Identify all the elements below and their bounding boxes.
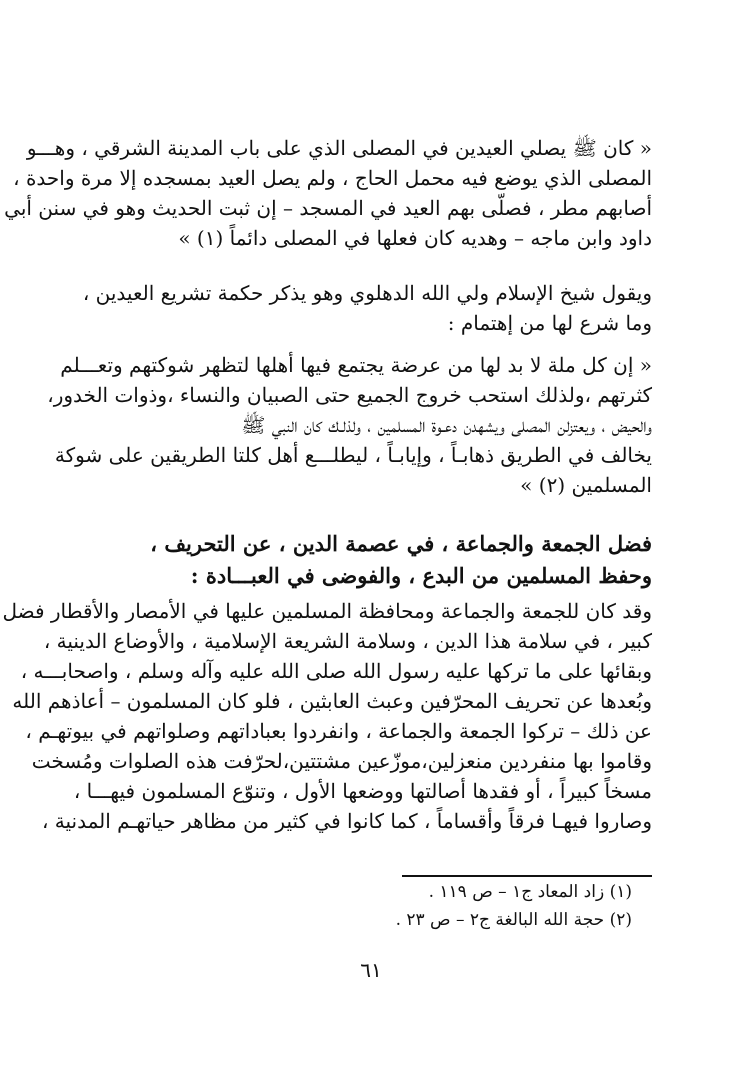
text-line: ويقول شيخ الإسلام ولي الله الدهلوي وهو يذكر حكمة تشريع العيدين ، bbox=[82, 281, 652, 305]
footnote-divider bbox=[402, 875, 652, 877]
text-line: داود وابن ماجه – وهديه كان فعلها في المصلى دائماً (١) » bbox=[178, 226, 652, 250]
text-line: كبير ، في سلامة هذا الدين ، وسلامة الشريعة الإسلامية ، والأوضاع الدينية ، bbox=[43, 629, 652, 653]
text-line: وبُعدها عن تحريف المحرّفين وعبث العابثين ، فلو كان المسلمون – أعاذهم الله bbox=[12, 689, 652, 713]
page-number: ٦١ bbox=[360, 958, 382, 982]
text-line: يخالف في الطريق ذهابـاً ، وإيابـاً ، ليطلـــع أهل كلتا الطريقين على شوكة bbox=[54, 443, 652, 467]
paragraph-jumuah-merit bbox=[2, 596, 652, 836]
text-line: مسخاً كبيراً ، أو فقدها أصالتها ووضعها الأول ، وتنوّع المسلمون فيهـــا ، bbox=[73, 779, 652, 803]
paragraph-dehlawi-intro bbox=[82, 278, 652, 338]
heading-line: فضل الجمعة والجماعة ، في عصمة الدين ، عن التحريف ، bbox=[150, 531, 652, 556]
text-line: وما شرع لها من إهتمام : bbox=[447, 311, 652, 335]
text-line: أصابهم مطر ، فصلّى بهم العيد في المسجد – إن ثبت الحديث وهو في سنن أبي bbox=[4, 196, 652, 220]
section-heading bbox=[104, 528, 652, 592]
text-line: كثرتهم ،ولذلك استحب خروج الجميع حتى الصبيان والنساء ،وذوات الخدور، bbox=[47, 383, 652, 407]
text-line: والحيض ، ويعتزلن المصلى ويشهدن دعـوة المسلمين ، ولذلـك كان النبي ﷺ bbox=[241, 413, 652, 437]
text-line: المسلمين (٢) » bbox=[520, 473, 652, 497]
heading-line: وحفظ المسلمين من البدع ، والفوضى في العبـــادة : bbox=[190, 563, 652, 588]
paragraph-prophet-eid-prayer bbox=[4, 133, 652, 253]
text-line: « كان ﷺ يصلي العيدين في المصلى الذي على باب المدينة الشرقي ، وهـــو bbox=[26, 136, 652, 160]
paragraph-dehlawi-quote bbox=[47, 350, 652, 500]
footnote-1: (١) زاد المعاد ج١ – ص ١١٩ . bbox=[428, 882, 632, 902]
footnotes bbox=[232, 878, 632, 934]
text-line: المصلى الذي يوضع فيه محمل الحاج ، ولم يصل العيد بمسجده إلا مرة واحدة ، bbox=[13, 166, 652, 190]
footnote-2: (٢) حجة الله البالغة ج٢ – ص ٢٣ . bbox=[395, 910, 632, 930]
text-line: عن ذلك – تركوا الجمعة والجماعة ، وانفردوا بعباداتهم وصلواتهم في بيوتهـم ، bbox=[25, 719, 652, 743]
text-line: « إن كل ملة لا بد لها من عرضة يجتمع فيها أهلها لتظهر شوكتهم وتعـــلم bbox=[60, 353, 652, 377]
text-line: وصاروا فيهـا فرقاً وأقساماً ، كما كانوا في كثير من مظاهر حياتهـم المدنية ، bbox=[41, 809, 652, 833]
text-line: وقاموا بها منفردين منعزلين،موزّعين مشتتين،لحرّفت هذه الصلوات ومُسخت bbox=[31, 749, 652, 773]
text-line: وقد كان للجمعة والجماعة ومحافظة المسلمين عليها في الأمصار والأقطار فضل bbox=[2, 599, 652, 623]
text-line: وبقائها على ما تركها عليه رسول الله صلى الله عليه وآله وسلم ، واصحابـــه ، bbox=[20, 659, 652, 683]
